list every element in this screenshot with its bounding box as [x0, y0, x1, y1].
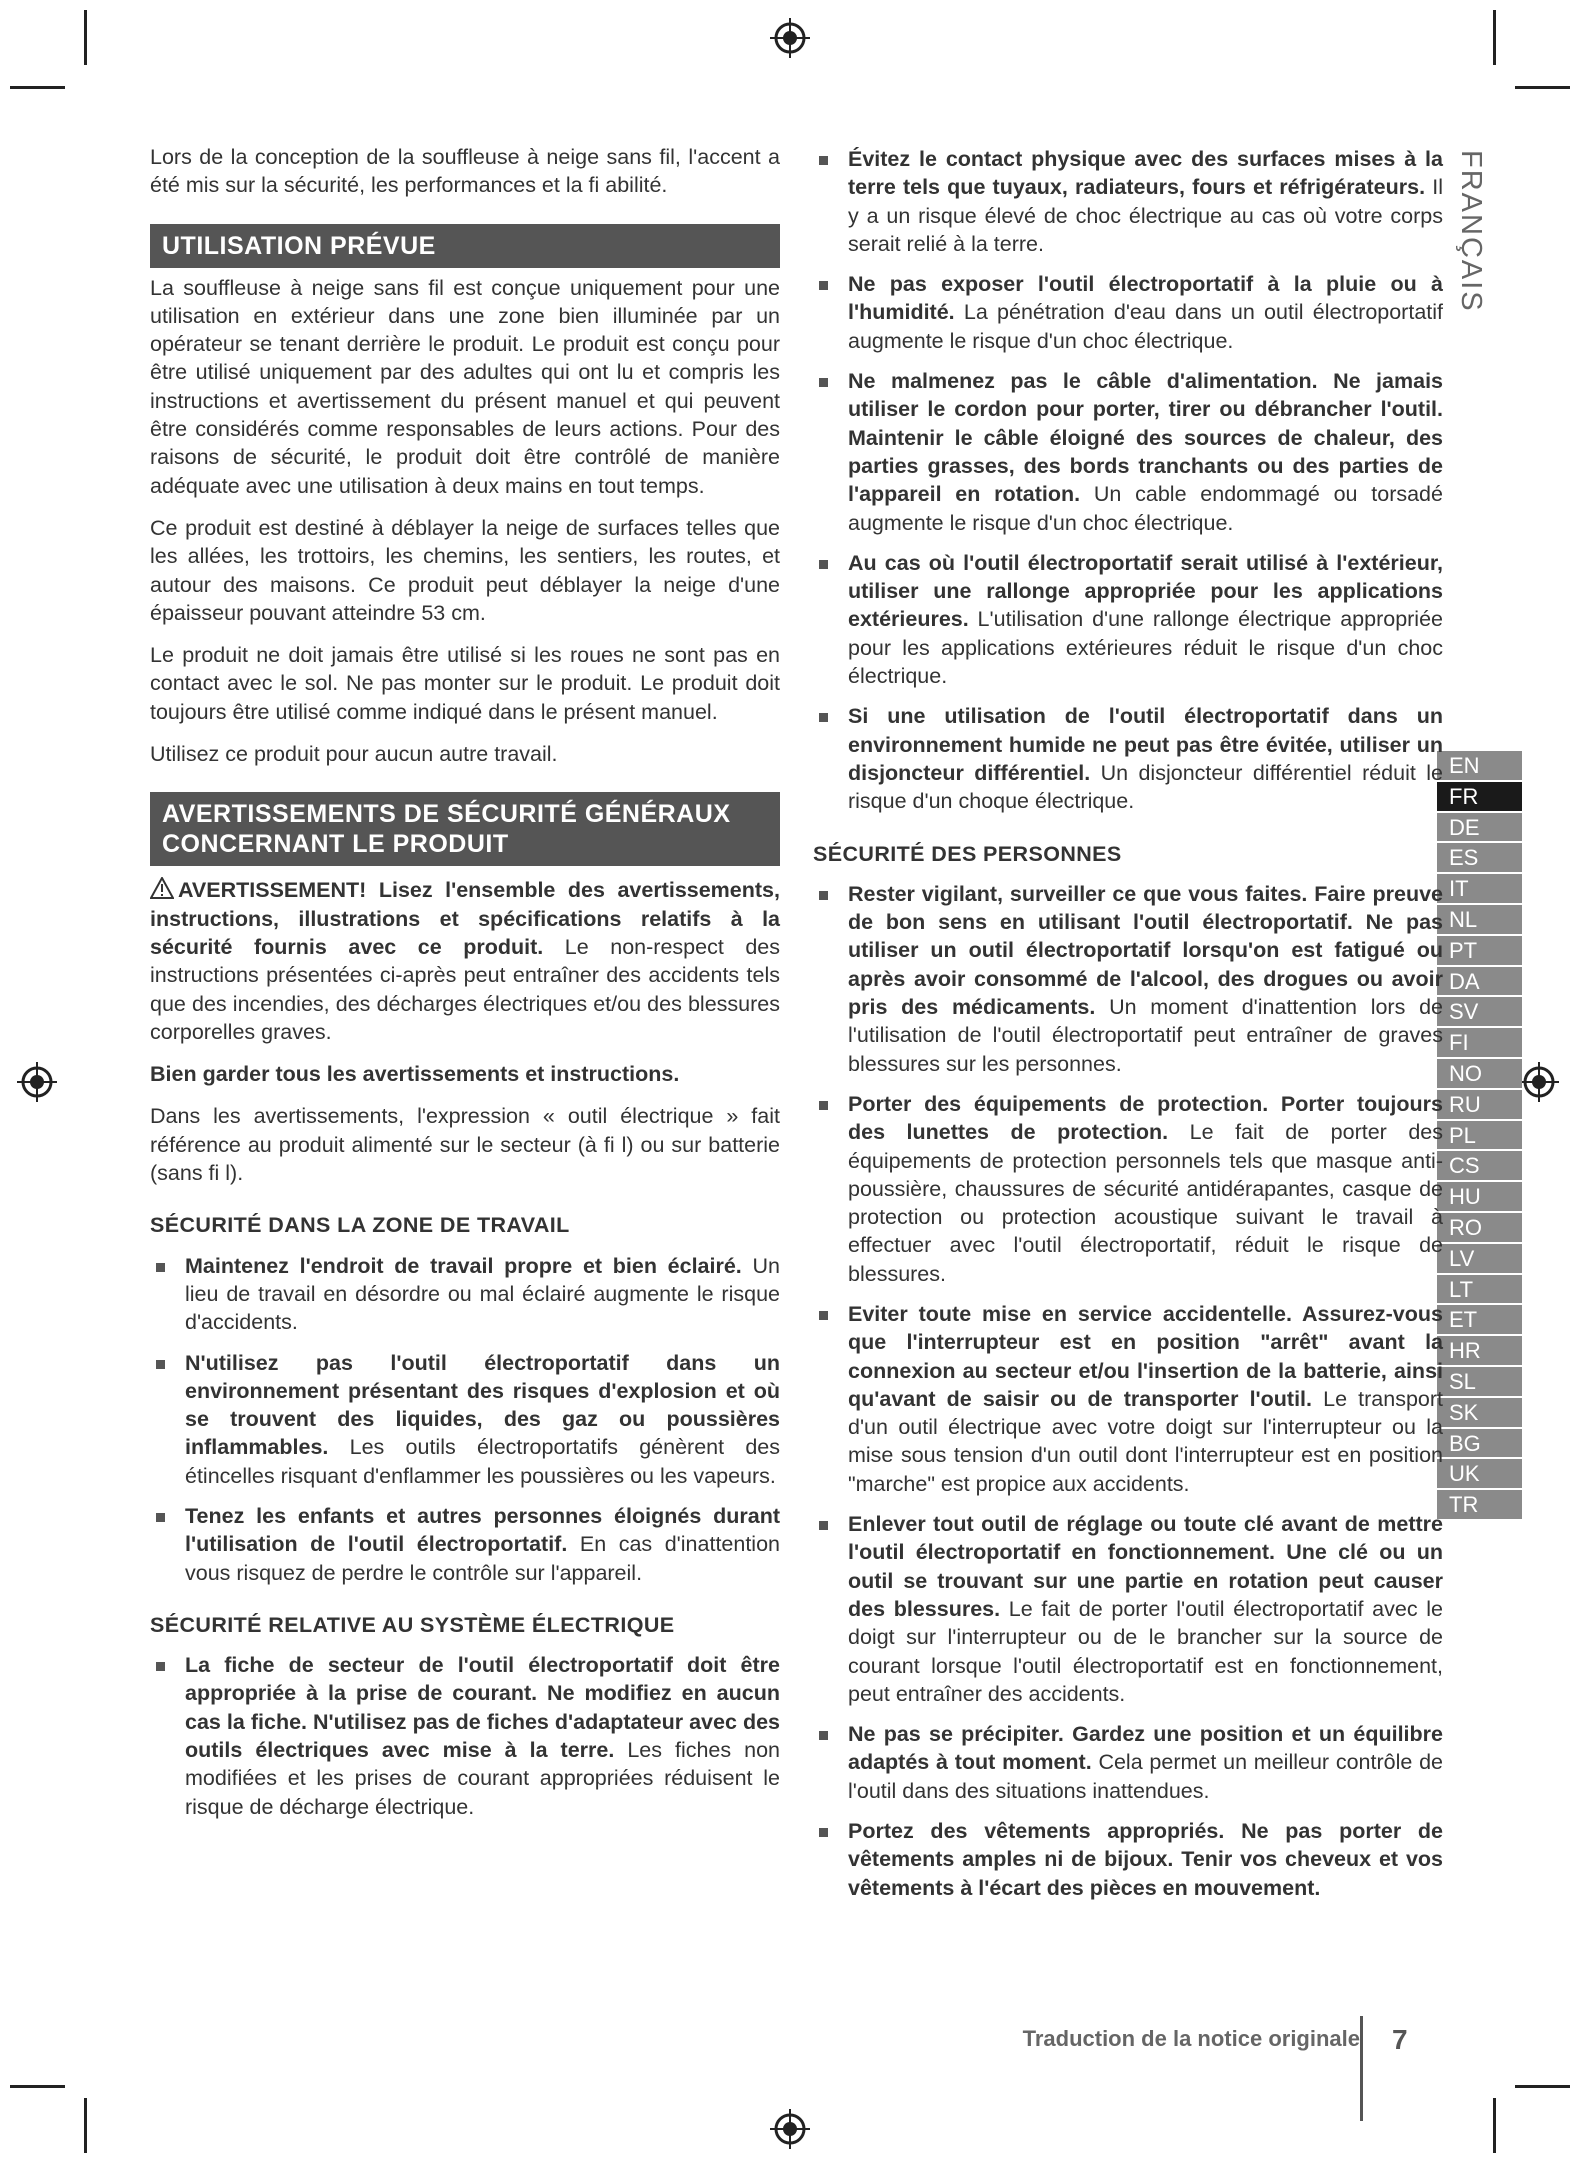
list-item — [813, 367, 1443, 537]
item-text: Un lieu de travail en désordre ou mal éclairé augmente le risque d'accidents. — [185, 1253, 780, 1335]
item-text: Les fiches non modifiées et les prises de courant appropriées réduisent le risque de décharge électrique. — [185, 1738, 781, 1819]
heading-personal: SÉCURITÉ DES PERSONNES — [813, 841, 1122, 866]
list-item — [150, 1349, 780, 1490]
list-item — [813, 270, 1443, 355]
language-tab-es: ES — [1437, 843, 1522, 874]
item-bold: Si une utilisation de l'outil électroportatif dans un environnement humide ne peut pas être évitée, utiliser un disjoncteur différentiel. — [848, 704, 1443, 785]
list-item — [813, 1300, 1443, 1498]
bullet-icon — [819, 713, 828, 722]
language-tab-tr: TR — [1437, 1490, 1522, 1521]
language-tab-en: EN — [1437, 751, 1522, 782]
item-bold: Tenez les enfants et autres personnes éloignés durant l'utilisation de l'outil électroportatif. — [185, 1503, 780, 1557]
bullet-icon — [819, 560, 828, 569]
item-bold: Ne pas exposer l'outil électroportatif à la pluie ou à l'humidité. — [848, 272, 1443, 325]
language-tab-bg: BG — [1437, 1429, 1522, 1460]
language-tab-ro: RO — [1437, 1213, 1522, 1244]
heading-work-area: SÉCURITÉ DANS LA ZONE DE TRAVAIL — [150, 1213, 570, 1238]
crop-mark — [1515, 86, 1570, 89]
footer-divider — [1360, 2016, 1363, 2121]
bullet-icon — [819, 1101, 828, 1110]
side-language-label: FRANÇAIS — [1455, 150, 1487, 313]
language-tab-pt: PT — [1437, 936, 1522, 967]
item-text: En cas d'inattention vous risquez de perdre le contrôle sur l'appareil. — [185, 1532, 780, 1585]
language-tab-ru: RU — [1437, 1090, 1522, 1121]
item-bold: Eviter toute mise en service accidentelle. Assurez-vous que l'interrupteur est en position "arrêt" avant la connexion au secteur et/ou l'insertion de la batterie, ainsi qu'avant de saisir ou de transporter l'outil. — [848, 1301, 1443, 1411]
item-bold: Évitez le contact physique avec des surfaces mises à la terre tels que tuyaux, radiateurs, fours et réfrigérateurs. — [848, 147, 1443, 200]
language-tab-sk: SK — [1437, 1398, 1522, 1429]
item-text: Le transport d'un outil électrique avec votre doigt sur l'interrupteur ou la mise sous tension d'un outil dont l'interrupteur est en position "marche" est propice aux accidents. — [848, 1386, 1443, 1496]
heading-electrical: SÉCURITÉ RELATIVE AU SYSTÈME ÉLECTRIQUE — [150, 1612, 675, 1637]
item-text: Un moment d'inattention lors de l'utilisation de l'outil électroportatif peut entraîner de graves blessures sur les personnes. — [848, 995, 1443, 1076]
keep-instructions: Bien garder tous les avertissements et instructions. — [150, 1062, 680, 1087]
crop-mark — [84, 10, 87, 65]
list-item — [150, 1502, 780, 1587]
item-text: La pénétration d'eau dans un outil électroportatif augmente le risque d'un choc électrique. — [848, 300, 1443, 353]
language-tab-nl: NL — [1437, 905, 1522, 936]
language-tab-fi: FI — [1437, 1028, 1522, 1059]
left-column — [150, 143, 780, 1833]
registration-mark-icon — [15, 1060, 59, 1104]
electrical-list-right — [813, 145, 1443, 816]
list-item — [813, 702, 1443, 815]
registration-mark-icon — [768, 16, 812, 60]
language-tab-cs: CS — [1437, 1151, 1522, 1182]
item-bold: Maintenez l'endroit de travail propre et bien éclairé. — [185, 1253, 742, 1278]
language-tab-hu: HU — [1437, 1182, 1522, 1213]
bullet-icon — [819, 1828, 828, 1837]
item-text: Cela permet un meilleur contrôle de l'outil dans des situations inattendues. — [848, 1750, 1443, 1803]
item-text: Le fait de porter l'outil électroportatif avec le doigt sur l'interrupteur ou de le brancher sur la source de courant lorsque l'outil électroportatif est en fonctionnement, peut entraîner des accidents. — [848, 1596, 1443, 1706]
item-text: Les outils électroportatifs génèrent des étincelles risquant d'enflammer les poussières ou les vapeurs. — [185, 1435, 780, 1488]
language-tab-fr: FR — [1437, 782, 1522, 813]
right-column — [813, 145, 1443, 1914]
warning-bold: AVERTISSEMENT! Lisez l'ensemble des avertissements, instructions, illustrations et spécifications relatifs à la sécurité fournis avec ce produit. — [150, 878, 780, 959]
bullet-icon — [819, 891, 828, 900]
section-heading-warnings: AVERTISSEMENTS DE SÉCURITÉ GÉNÉRAUX CONCERNANT LE PRODUIT — [150, 792, 780, 866]
item-text: Un cable endommagé ou torsadé augmente le risque d'un choc électrique. — [848, 482, 1443, 535]
item-bold: Ne pas se précipiter. Gardez une position et un équilibre adaptés à tout moment. — [848, 1722, 1443, 1775]
bullet-icon — [819, 1731, 828, 1740]
definition-paragraph: Dans les avertissements, l'expression « outil électrique » fait référence au produit alimenté sur le secteur (à fi l) ou sur batterie (sans fi l). — [150, 1104, 780, 1186]
crop-mark — [10, 2085, 65, 2088]
bullet-icon — [819, 1521, 828, 1530]
item-bold: Porter des équipements de protection. Porter toujours des lunettes de protection. — [848, 1091, 1443, 1145]
bullet-icon — [156, 1662, 165, 1671]
list-item — [813, 1817, 1443, 1902]
language-tabs — [1437, 751, 1522, 1521]
item-bold: Enlever tout outil de réglage ou toute clé avant de mettre l'outil électroportatif en fonctionnement. Une clé ou un outil se trouvant sur une partie en rotation peut causer des blessures. — [848, 1512, 1443, 1621]
list-item — [813, 1090, 1443, 1288]
list-item — [813, 880, 1443, 1078]
item-bold: Rester vigilant, surveiller ce que vous faites. Faire preuve de bon sens en utilisant l'outil électroportatif. Ne pas utiliser un outil électroportatif lorsqu'on est fatigué ou après avoir consommé de l'alcool, des drogues ou avoir pris des médicaments. — [848, 881, 1443, 1020]
section-heading-usage: UTILISATION PRÉVUE — [150, 224, 780, 268]
language-tab-sl: SL — [1437, 1367, 1522, 1398]
language-tab-de: DE — [1437, 813, 1522, 844]
item-bold: N'utilisez pas l'outil électroportatif dans un environnement présentant des risques d'explosion et où se trouvent des liquides, des gaz ou poussières inflammables. — [185, 1350, 780, 1460]
language-tab-uk: UK — [1437, 1459, 1522, 1490]
list-item — [813, 549, 1443, 690]
crop-mark — [1493, 2098, 1496, 2153]
language-tab-no: NO — [1437, 1059, 1522, 1090]
language-tab-lv: LV — [1437, 1244, 1522, 1275]
bullet-icon — [156, 1360, 165, 1369]
list-item — [813, 1510, 1443, 1708]
personal-list — [813, 880, 1443, 1902]
list-item — [150, 1252, 780, 1337]
electrical-list-left — [150, 1651, 780, 1821]
item-text: L'utilisation d'une rallonge électrique appropriée pour les applications extérieures réduit le risque d'un choc électrique. — [848, 607, 1443, 689]
bullet-icon — [819, 281, 828, 290]
list-item — [813, 1720, 1443, 1805]
page-number: 7 — [1392, 2024, 1408, 2055]
language-tab-sv: SV — [1437, 997, 1522, 1028]
bullet-icon — [819, 378, 828, 387]
language-tab-hr: HR — [1437, 1336, 1522, 1367]
usage-paragraph: Le produit ne doit jamais être utilisé si les roues ne sont pas en contact avec le sol. Ne pas monter sur le produit. Le produit doit toujours être utilisé comme indiqué dans le présent manuel. — [150, 643, 780, 724]
crop-mark — [10, 86, 65, 89]
usage-paragraph: Utilisez ce produit pour aucun autre travail. — [150, 742, 558, 767]
item-text: Le fait de porter des équipements de protection personnels tels que masque anti-poussière, chaussures de sécurité antidérapantes, casque de protection ou protection acoustique suivant le travail à effectuer avec l'outil électroportatif, réduit le risque de blessures. — [848, 1120, 1443, 1286]
work-area-list — [150, 1252, 780, 1587]
registration-mark-icon — [768, 2107, 812, 2151]
item-bold: La fiche de secteur de l'outil électroportatif doit être appropriée à la prise de courant. Ne modifiez en aucun cas la fiche. N'utilisez pas de fiches d'adaptateur avec des outils électriques avec mise à la terre. — [185, 1653, 780, 1763]
item-bold: Ne malmenez pas le câble d'alimentation. Ne jamais utiliser le cordon pour porter, tirer ou débrancher l'outil. Maintenir le câble éloigné des sources de chaleur, des parties grasses, des bords tranchants ou des parties de l'appareil en rotation. — [848, 369, 1443, 507]
registration-mark-icon — [1517, 1060, 1561, 1104]
crop-mark — [84, 2098, 87, 2153]
footer-label: Traduction de la notice originale — [1022, 2026, 1360, 2051]
usage-paragraph: Ce produit est destiné à déblayer la neige de surfaces telles que les allées, les trottoirs, les chemins, les sentiers, les routes, et autour des maisons. Ce produit peut déblayer la neige d'une épaisseur pouvant atteindre 53 cm. — [150, 515, 780, 625]
language-tab-et: ET — [1437, 1305, 1522, 1336]
language-tab-it: IT — [1437, 874, 1522, 905]
bullet-icon — [819, 156, 828, 165]
warning-paragraph — [150, 876, 780, 1046]
item-bold: Portez des vêtements appropriés. Ne pas porter de vêtements amples ni de bijoux. Tenir vos cheveux et vos vêtements à l'écart des pièces en mouvement. — [848, 1819, 1443, 1900]
crop-mark — [1515, 2085, 1570, 2088]
list-item — [813, 145, 1443, 258]
item-text: Il y a un risque élevé de choc électrique au cas où votre corps serait relié à la terre. — [848, 175, 1443, 256]
item-bold: Au cas où l'outil électroportatif serait utilisé à l'extérieur, utiliser une rallonge appropriée pour les applications extérieures. — [848, 550, 1443, 632]
bullet-icon — [156, 1513, 165, 1522]
item-text: Un disjoncteur différentiel réduit le risque d'un choque électrique. — [848, 760, 1443, 814]
list-item — [150, 1651, 780, 1821]
usage-paragraph: La souffleuse à neige sans fil est conçue uniquement pour une utilisation en extérieur dans une zone bien illuminée par un opérateur se tenant derrière le produit. Le produit est conçu pour être utilisé uniquement par des adultes qui ont lu et compris les instructions et avertissement du présent manuel et qui peuvent être considérés comme responsables de leurs actions. Pour des raisons de sécurité, le produit doit être contrôlé de manière adéquate avec une utilisation à deux mains en tout temps. — [150, 275, 780, 498]
warning-text: Le non-respect des instructions présentées ci-après peut entraîner des accidents tels que des incendies, des décharges électriques et/ou des blessures corporelles graves. — [150, 934, 780, 1044]
bullet-icon — [156, 1263, 165, 1272]
bullet-icon — [819, 1311, 828, 1320]
language-tab-da: DA — [1437, 967, 1522, 998]
language-tab-lt: LT — [1437, 1275, 1522, 1306]
warning-triangle-icon — [150, 877, 174, 899]
language-tab-pl: PL — [1437, 1121, 1522, 1152]
intro-paragraph: Lors de la conception de la souffleuse à neige sans fil, l'accent a été mis sur la sécurité, les performances et la fi abilité. — [150, 145, 780, 198]
crop-mark — [1493, 10, 1496, 65]
